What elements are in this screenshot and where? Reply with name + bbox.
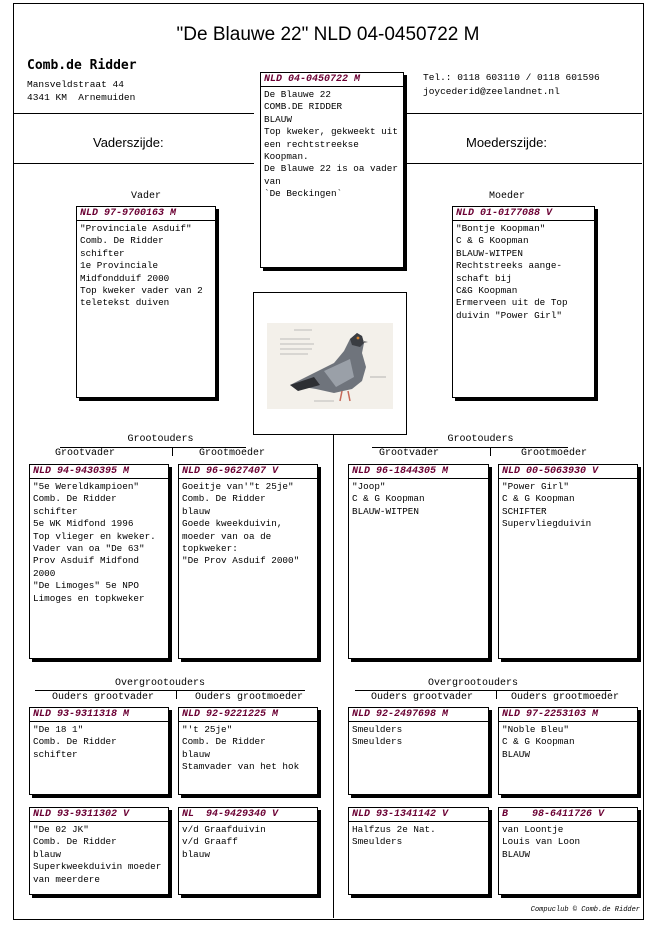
great-grandparent-card [498,807,638,895]
grandparent-text: Goeitje van'"t 25je" Comb. De Ridder blauw Goede kweekduivin, moeder van oa de topkweker: "De Prov Asduif 2000" [182,481,300,567]
gf-parents-label-right: Ouders grootvader [370,692,474,703]
gf-parents-label-left: Ouders grootvader [51,692,155,703]
great-grandparent-text: "'t 25je" Comb. De Ridder blauw Stamvader van het hok [182,724,300,773]
grandmother-label-left: Grootmoeder [198,448,265,459]
great-grandparent-text: Smeulders Smeulders [352,724,403,748]
grandparent-ring: NLD 00-5063930 V [499,466,637,479]
grandparent-card [348,464,489,659]
pigeon-photo-frame [253,292,407,435]
subject-ring: NLD 04-0450722 M [261,74,403,87]
great-grandparent-text: Halfzus 2e Nat. Smeulders [352,824,436,848]
gm-parents-label-right: Ouders grootmoeder [510,692,620,703]
father-side-label: Vaderszijde: [93,135,164,150]
great-grandparent-card [498,707,638,795]
great-grandparent-text: v/d Graafduivin v/d Graaff blauw [182,824,266,860]
grandmother-label-right: Grootmoeder [520,448,587,459]
header-divider-left [14,113,254,114]
great-grandparent-text: "De 02 JK" Comb. De Ridder blauw Superkweekduivin moeder van meerdere [33,824,162,885]
great-grandparent-text: "De 18 1" Comb. De Ridder schifter [33,724,117,760]
great-grandparent-ring: NLD 92-2497698 M [349,709,488,722]
grandparent-ring: NLD 96-1844305 M [349,466,488,479]
mother-label: Moeder [488,191,525,202]
grandparents-tick-right [490,447,491,456]
grandparents-heading-left: Grootouders [127,434,194,445]
great-grandparent-ring: NLD 93-1341142 V [349,809,488,822]
grandparent-card [29,464,169,659]
great-grandparents-tick-right [496,690,497,699]
gm-parents-label-left: Ouders grootmoeder [194,692,304,703]
grandparent-ring: NLD 94-9430395 M [30,466,168,479]
great-grandparent-ring: B 98-6411726 V [499,809,637,822]
page-title: "De Blauwe 22" NLD 04-0450722 M [176,24,480,45]
father-text: "Provinciale Asduif" Comb. De Ridder schifter 1e Provinciale Midfondduif 2000 Top kweker vader van 2 teletekst duiven [80,223,203,309]
grandfather-label-left: Grootvader [54,448,115,459]
owner-name: Comb.de Ridder [27,58,137,73]
great-grandparent-ring: NLD 93-9311318 M [30,709,168,722]
great-grandparent-ring: NLD 93-9311302 V [30,809,168,822]
pigeon-photo [254,293,406,434]
mother-card [452,206,595,398]
great-grandparent-card [29,807,169,895]
great-grandparent-card [348,807,489,895]
grandparent-text: "5e Wereldkampioen" Comb. De Ridder schifter 5e WK Midfond 1996 Top vlieger en kweker. Vader van oa "De 63" Prov Asduif Midfond 2000 "De Limoges" 5e NPO Limoges en topkweker [33,481,156,604]
great-grandparent-ring: NL 94-9429340 V [179,809,317,822]
side-divider-left [14,163,254,164]
father-card [76,206,216,398]
great-grandparent-ring: NLD 97-2253103 M [499,709,637,722]
great-grandparent-card [348,707,489,795]
great-grandparents-tick-left [176,690,177,699]
grandparent-ring: NLD 96-9627407 V [179,466,317,479]
great-grandparents-heading-left: Overgrootouders [114,678,205,689]
footer-credit: Compuclub © Comb.de Ridder [530,906,640,914]
great-grandparents-heading-right: Overgrootouders [427,678,518,689]
great-grandparent-card [29,707,169,795]
header-divider-right [407,113,642,114]
great-grandparent-card [178,807,318,895]
grandparent-text: "Power Girl" C & G Koopman SCHIFTER Supervliegduivin [502,481,592,530]
great-grandparent-text: "Noble Bleu" C & G Koopman BLAUW [502,724,575,760]
owner-email[interactable]: joycederid@zeelandnet.nl [423,86,560,97]
grandparent-card [178,464,318,659]
subject-card [260,72,404,268]
grandparent-text: "Joop" C & G Koopman BLAUW-WITPEN [352,481,425,517]
grandfather-label-right: Grootvader [378,448,439,459]
grandparents-tick-left [172,447,173,456]
mother-ring: NLD 01-0177088 V [453,208,594,221]
grandparents-heading-right: Grootouders [447,434,514,445]
mother-side-label: Moederszijde: [466,135,547,150]
father-label: Vader [130,191,161,202]
owner-address-street: Mansveldstraat 44 [27,79,124,90]
father-ring: NLD 97-9700163 M [77,208,215,221]
owner-phone: Tel.: 0118 603110 / 0118 601596 [423,72,600,83]
great-grandparent-ring: NLD 92-9221225 M [179,709,317,722]
grandparent-card [498,464,638,659]
great-grandparent-card [178,707,318,795]
subject-text: De Blauwe 22 COMB.DE RIDDER BLAUW Top kweker, gekweekt uit een rechtstreekse Koopman. De Blauwe 22 is oa vader van `De Beckingen` [264,89,398,200]
great-grandparents-rule-right [355,690,611,691]
great-grandparents-rule-left [35,690,305,691]
side-divider-right [407,163,642,164]
owner-address-city: 4341 KM Arnemuiden [27,92,136,103]
great-grandparent-text: van Loontje Louis van Loon BLAUW [502,824,581,860]
mother-text: "Bontje Koopman" C & G Koopman BLAUW-WITPEN Rechtstreeks aange-schaft bij C&G Koopman Ermerveen uit de Top duivin "Power Girl" [456,223,568,321]
